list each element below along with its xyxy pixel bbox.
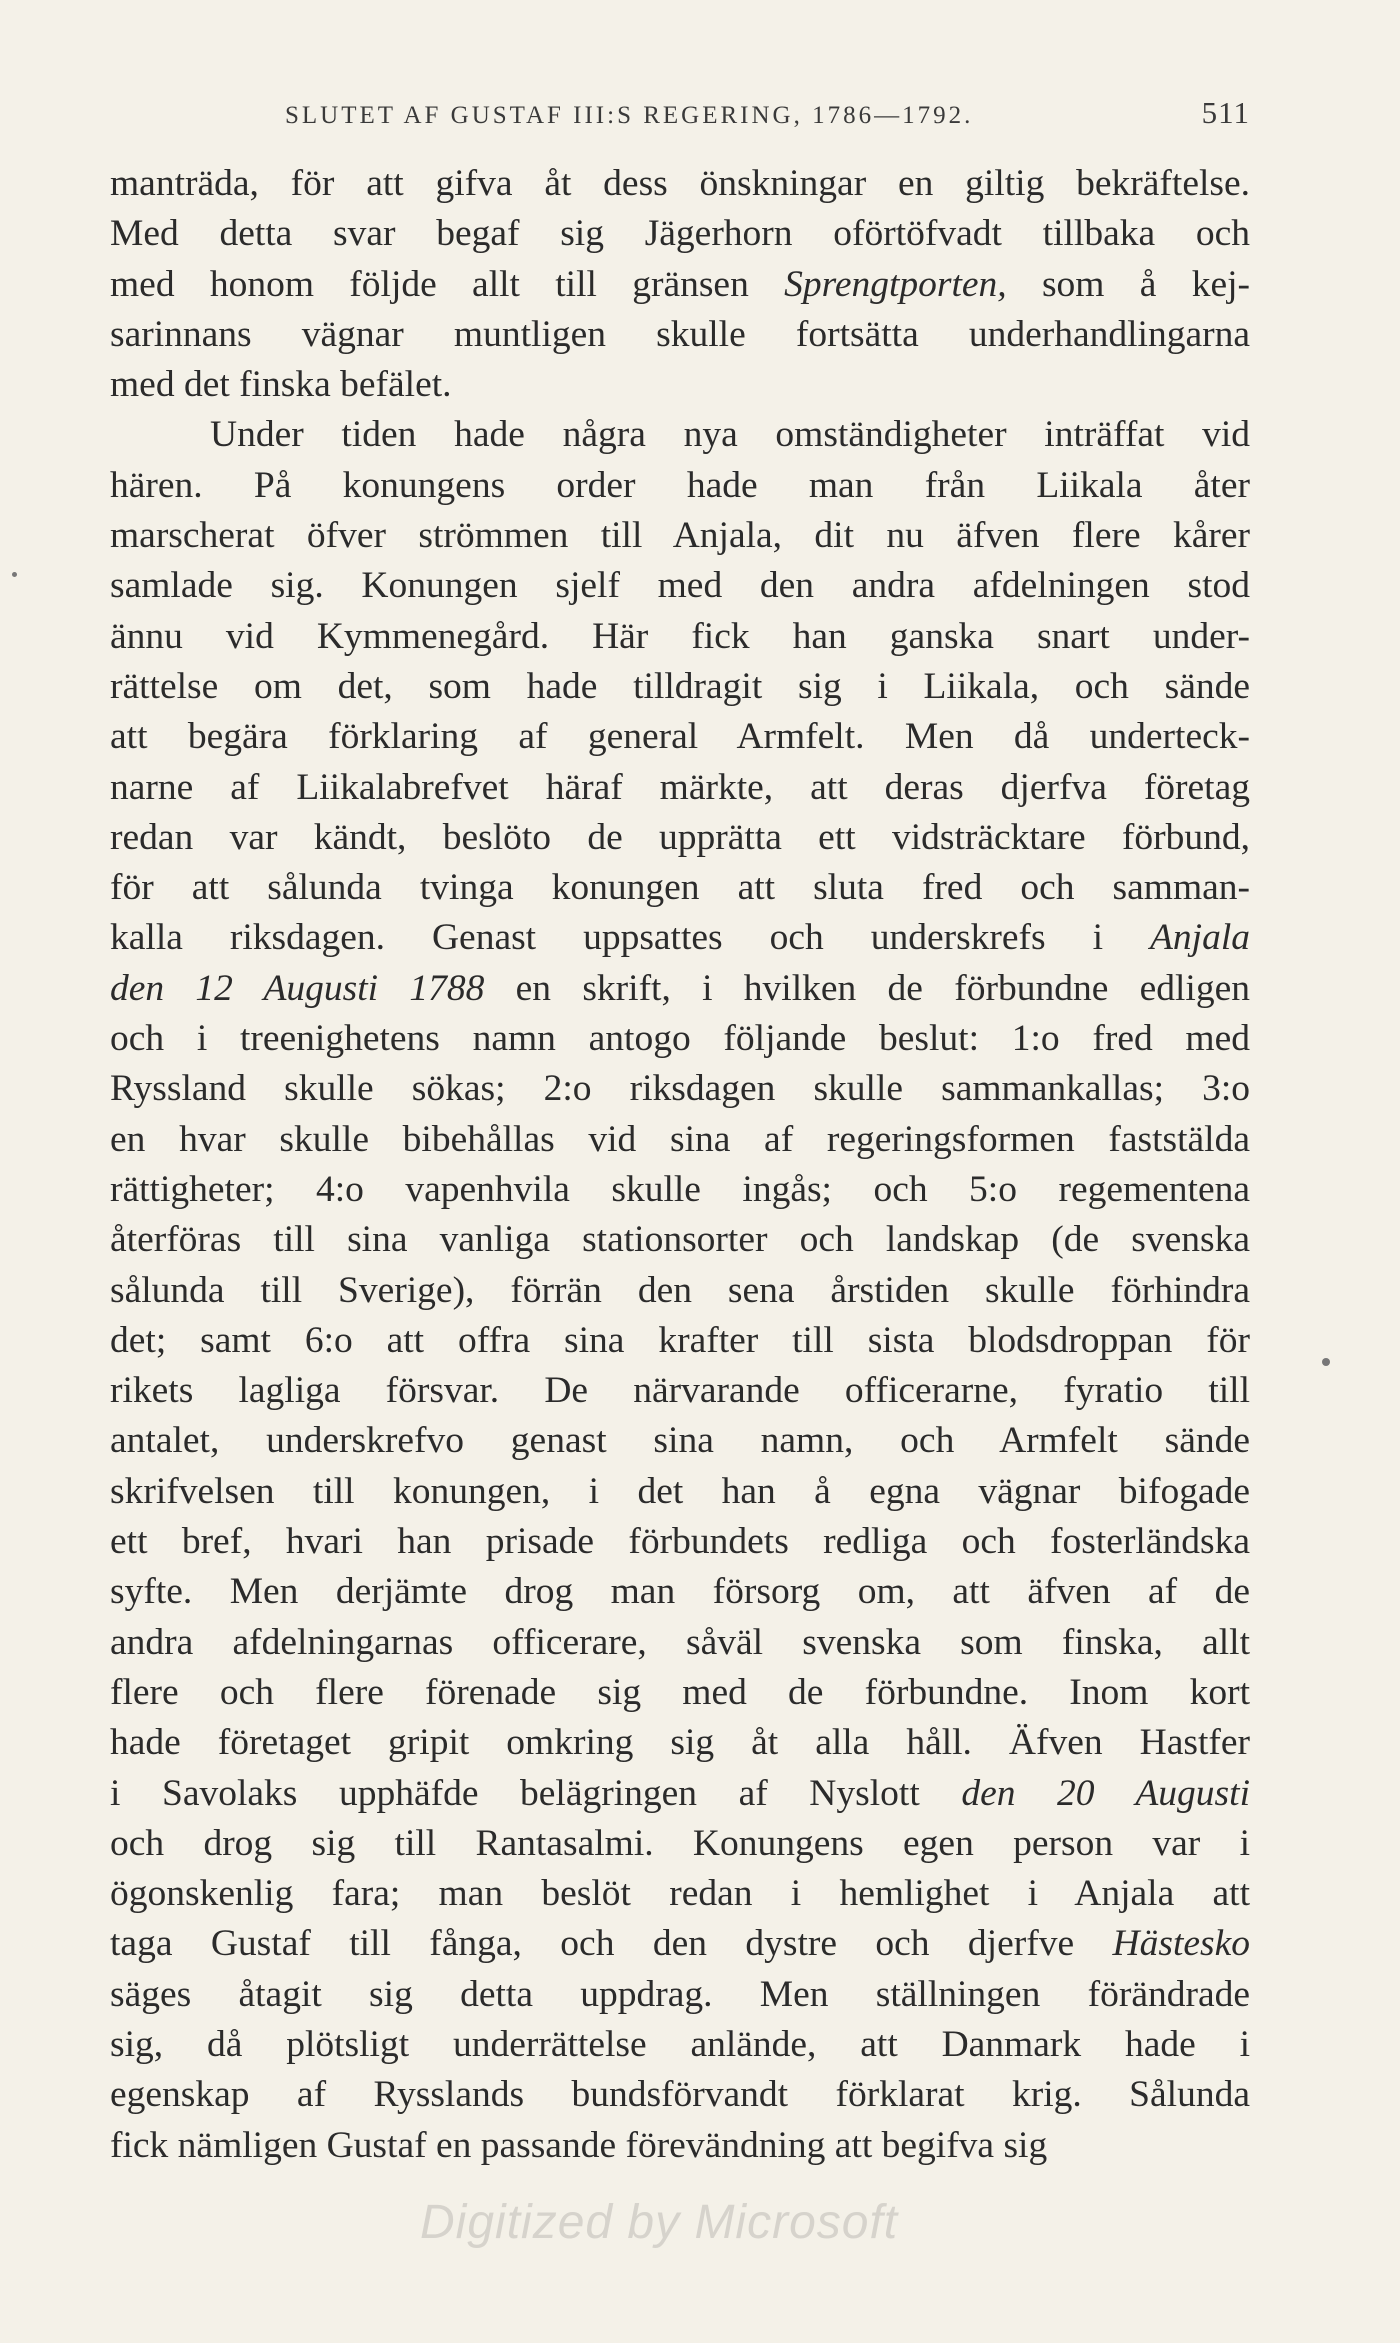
text-line: med honom följde allt till gränsen Sprengtporten, som å kej- (110, 263, 1250, 305)
text-line: narne af Liikalabrefvet häraf märkte, att deras djerfva företag (110, 766, 1250, 808)
text-line: flere och flere förenade sig med de förbundne. Inom kort (110, 1671, 1250, 1713)
text-line: och drog sig till Rantasalmi. Konungens egen person var i (110, 1822, 1250, 1864)
text-line: Med detta svar begaf sig Jägerhorn oförtöfvadt tillbaka och (110, 213, 1250, 255)
text-line: en hvar skulle bibehållas vid sina af regeringsformen faststälda (110, 1118, 1250, 1160)
text-line: sålunda till Sverige), förrän den sena årstiden skulle förhindra (110, 1269, 1250, 1311)
text-line: ännu vid Kymmenegård. Här fick han ganska snart under- (110, 615, 1250, 657)
text-line: rättelse om det, som hade tilldragit sig i Liikala, och sände (110, 665, 1250, 707)
text-line: säges åtagit sig detta uppdrag. Men ställningen förändrade (110, 1973, 1250, 2015)
text-line: ögonskenlig fara; man beslöt redan i hemlighet i Anjala att (110, 1873, 1250, 1915)
text-line: antalet, underskrefvo genast sina namn, och Armfelt sände (110, 1420, 1250, 1462)
scan-speck (12, 572, 17, 577)
text-line: Under tiden hade några nya omständigheter inträffat vid (210, 414, 1250, 456)
text-line: taga Gustaf till fånga, och den dystre och djerfve Hästesko (110, 1923, 1250, 1965)
text-line: skrifvelsen till konungen, i det han å egna vägnar bifogade (110, 1470, 1250, 1512)
text-line: rikets lagliga försvar. De närvarande officerarne, fyratio till (110, 1370, 1250, 1412)
text-line: manträda, för att gifva åt dess önskningar en giltig bekräftelse. (110, 163, 1250, 204)
text-line: redan var kändt, beslöto de upprätta ett vidsträcktare förbund, (110, 816, 1250, 858)
text-line: egenskap af Rysslands bundsförvandt förklarat krig. Sålunda (110, 2074, 1250, 2116)
text-line: det; samt 6:o att offra sina krafter till sista blodsdroppan för (110, 1319, 1250, 1361)
text-line: återföras till sina vanliga stationsorter och landskap (de svenska (110, 1219, 1250, 1261)
running-title: SLUTET AF GUSTAF III:S REGERING, 1786—1792. (285, 102, 974, 129)
text-line: marscherat öfver strömmen till Anjala, dit nu äfven flere kårer (110, 515, 1250, 557)
text-line: kalla riksdagen. Genast uppsattes och underskrefs i Anjala (110, 917, 1250, 959)
text-line: rättigheter; 4:o vapenhvila skulle ingås; och 5:o regementena (110, 1168, 1250, 1210)
text-line: sarinnans vägnar muntligen skulle fortsätta underhandlingarna (110, 313, 1250, 355)
text-line: syfte. Men derjämte drog man försorg om, att äfven af de (110, 1571, 1250, 1613)
text-line: samlade sig. Konungen sjelf med den andra afdelningen stod (110, 565, 1250, 607)
digitization-watermark: Digitized by Microsoft (420, 2196, 899, 2249)
text-line: i Savolaks upphäfde belägringen af Nyslott den 20 Augusti (110, 1772, 1250, 1814)
running-header (285, 95, 1250, 131)
scan-speck (1322, 1358, 1330, 1366)
text-line: ett bref, hvari han prisade förbundets redliga och fosterländska (110, 1521, 1250, 1563)
book-page (110, 95, 1250, 2171)
text-line: andra afdelningarnas officerare, såväl svenska som finska, allt (110, 1621, 1250, 1663)
text-line: med det finska befälet. (110, 364, 452, 406)
text-line: Ryssland skulle sökas; 2:o riksdagen skulle sammankallas; 3:o (110, 1068, 1250, 1110)
text-line: för att sålunda tvinga konungen att sluta fred och samman- (110, 867, 1250, 909)
text-line: den 12 Augusti 1788 en skrift, i hvilken de förbundne edligen (110, 967, 1250, 1009)
text-line: och i treenighetens namn antogo följande beslut: 1:o fred med (110, 1018, 1250, 1060)
text-line: fick nämligen Gustaf en passande förevändning att begifva sig (110, 2124, 1048, 2166)
text-line: att begära förklaring af general Armfelt. Men då underteck- (110, 716, 1250, 758)
text-line: sig, då plötsligt underrättelse anlände, att Danmark hade i (110, 2023, 1250, 2065)
text-line: hären. På konungens order hade man från Liikala åter (110, 464, 1250, 506)
body-text (110, 159, 1250, 2171)
text-line: hade företaget gripit omkring sig åt alla håll. Äfven Hastfer (110, 1722, 1250, 1764)
page-number: 511 (1201, 95, 1250, 130)
